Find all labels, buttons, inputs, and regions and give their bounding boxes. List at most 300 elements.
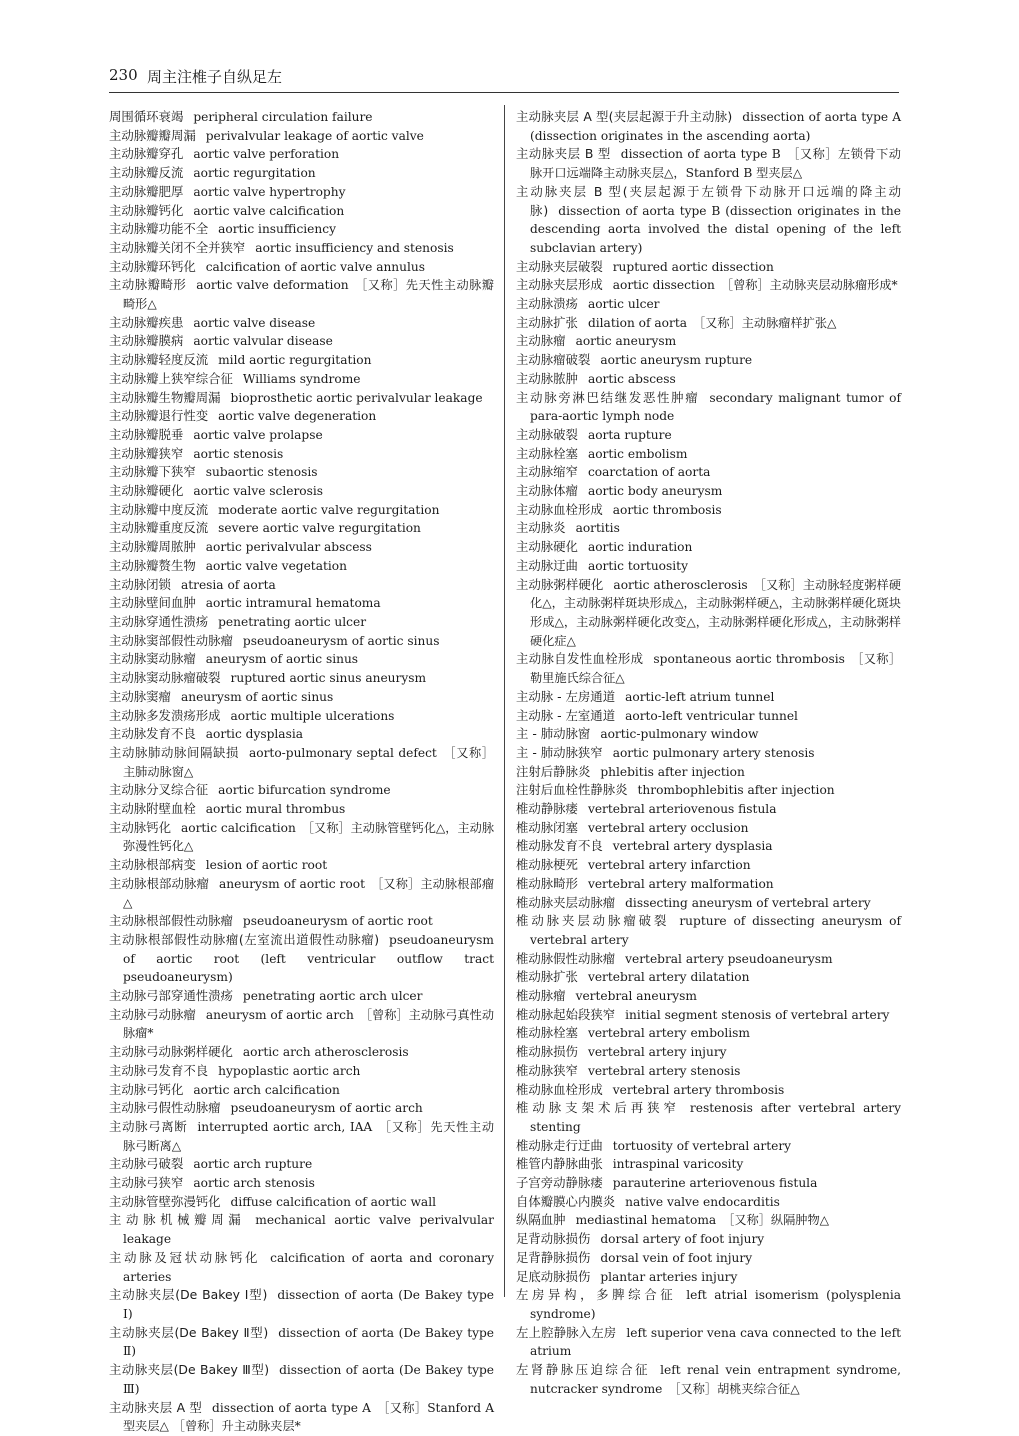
term-chinese: 椎管内静脉曲张 <box>516 1156 603 1172</box>
term-english: aortic valve disease <box>193 315 316 330</box>
term-chinese: 主动脉窦动脉瘤破裂 <box>109 670 221 686</box>
term-english: vertebral artery pseudoaneurysm <box>625 951 833 966</box>
term-english: aortic atherosclerosis <box>613 577 748 592</box>
term-chinese: 主动脉夹层(De Bakey Ⅰ型) <box>109 1287 268 1303</box>
term-chinese: 主动脉弓动脉瘤 <box>109 1006 196 1022</box>
term-english: aortic arch rupture <box>193 1157 313 1172</box>
term-chinese: 主动脉窦部假性动脉瘤 <box>109 632 233 648</box>
term-english: restenosis after vertebral artery stenting <box>530 1101 901 1134</box>
term-chinese: 主 - 肺动脉窗 <box>516 726 591 742</box>
glossary-entry <box>109 1286 494 1323</box>
term-english: severe aortic valve regurgitation <box>218 521 421 536</box>
term-chinese: 主动脉瓣疾患 <box>109 314 184 330</box>
glossary-entry <box>516 445 901 464</box>
glossary-entry <box>516 968 901 987</box>
glossary-entry <box>109 351 494 370</box>
term-note: ［又称］纵隔肿物△ <box>722 1213 830 1228</box>
term-chinese: 主动脉缩窄 <box>516 464 578 480</box>
term-chinese: 主动脉弓假性动脉瘤 <box>109 1100 221 1116</box>
term-chinese: 足背动脉损伤 <box>516 1231 591 1247</box>
term-english: vertebral artery infarction <box>587 858 751 873</box>
term-english: spontaneous aortic thrombosis <box>653 652 845 667</box>
term-english: vertebral artery occlusion <box>587 820 749 835</box>
term-english: calcification of aorta and coronary arteries <box>123 1250 494 1284</box>
term-english: aortic aneurysm <box>575 334 677 349</box>
glossary-entry <box>516 145 901 182</box>
term-english: plantar arteries injury <box>600 1269 738 1284</box>
glossary-entry <box>109 669 494 688</box>
term-english: aortic induration <box>587 540 693 555</box>
term-chinese: 主动脉夹层(De Bakey Ⅱ型) <box>109 1324 269 1340</box>
term-english: aortic valve calcification <box>193 203 345 218</box>
term-english: Williams syndrome <box>242 371 361 386</box>
glossary-entry <box>109 482 494 501</box>
glossary-entry <box>109 519 494 538</box>
term-chinese: 主动脉根部假性动脉瘤 <box>109 913 233 929</box>
term-chinese: 主动脉破裂 <box>516 426 578 442</box>
term-english: peripheral circulation failure <box>193 110 373 124</box>
glossary-entry <box>516 1024 901 1043</box>
term-english: ruptured aortic sinus aneurysm <box>230 671 427 686</box>
glossary-entry <box>516 389 901 426</box>
term-chinese: 主动脉弓钙化 <box>109 1081 184 1097</box>
glossary-entry <box>516 295 901 314</box>
term-note: ［又称］先天性主动脉弓断离△ <box>123 1119 495 1153</box>
term-english: vertebral artery malformation <box>587 876 774 891</box>
term-english: aortic thrombosis <box>612 502 722 517</box>
glossary-entry <box>516 576 901 651</box>
term-english: penetrating aortic ulcer <box>218 614 367 629</box>
glossary-entry <box>516 1268 901 1287</box>
glossary-entry <box>109 875 494 912</box>
glossary-entry <box>109 445 494 464</box>
term-note: ［又称］主肺动脉窗△ <box>123 745 494 779</box>
term-english: bioprosthetic aortic perivalvular leakage <box>230 390 483 405</box>
term-english: aortic valve perforation <box>193 147 340 162</box>
term-chinese: 主动脉瓣功能不全 <box>109 221 209 237</box>
glossary-entry <box>516 108 901 145</box>
term-english: ruptured aortic dissection <box>612 259 774 274</box>
term-english: aortic calcification <box>180 820 296 835</box>
glossary-entry <box>516 1230 901 1249</box>
term-chinese: 主动脉自发性血栓形成 <box>516 651 644 667</box>
term-english: interrupted aortic arch, IAA <box>197 1119 373 1134</box>
glossary-entry <box>109 613 494 632</box>
term-english: thrombophlebitis after injection <box>637 783 835 798</box>
term-english: pseudoaneurysm of aortic arch <box>230 1101 423 1116</box>
term-chinese: 椎动脉起始段狭窄 <box>516 1006 616 1022</box>
term-chinese: 主动脉瓣上狭窄综合征 <box>109 370 233 386</box>
term-chinese: 椎动脉损伤 <box>516 1044 578 1060</box>
glossary-entry <box>516 650 901 687</box>
glossary-entry <box>516 1137 901 1156</box>
glossary-entry <box>516 426 901 445</box>
term-english: moderate aortic valve regurgitation <box>218 502 440 517</box>
term-chinese: 主动脉瓣中度反流 <box>109 501 209 517</box>
glossary-entry <box>516 1211 901 1230</box>
term-chinese: 主动脉夹层 B 型(夹层起源于左锁骨下动脉开口远端的降主动脉) <box>516 183 901 218</box>
term-english: aortic dissection <box>612 278 715 293</box>
term-english: left renal vein entrapment syndrome, nutcracker syndrome <box>530 1363 902 1396</box>
term-english: dorsal vein of foot injury <box>600 1250 753 1265</box>
term-chinese: 椎动脉血栓形成 <box>516 1081 603 1097</box>
glossary-entry <box>516 875 901 894</box>
glossary-entry <box>109 127 494 146</box>
term-chinese: 主动脉弓破裂 <box>109 1156 184 1172</box>
glossary-entry <box>516 894 901 913</box>
term-chinese: 主动脉发育不良 <box>109 726 196 742</box>
glossary-entry <box>516 837 901 856</box>
term-chinese: 自体瓣膜心内膜炎 <box>516 1193 616 1209</box>
glossary-entry <box>109 725 494 744</box>
glossary-entry <box>109 463 494 482</box>
term-note: ［又称］主动脉轻度粥样硬化△，主动脉粥样斑块形成△，主动脉粥样硬△，主动脉粥样硬化斑块形成△，主动脉粥样硬化改变△，主动脉粥样硬化形成△，主动脉粥样硬化症△ <box>530 577 902 648</box>
glossary-entry <box>516 501 901 520</box>
term-english: mild aortic regurgitation <box>218 353 372 368</box>
term-english: rupture of dissecting aneurysm of vertebral artery <box>530 914 901 947</box>
term-english: aortic regurgitation <box>193 166 316 181</box>
term-chinese: 主动脉脓肿 <box>516 370 578 386</box>
term-chinese: 主动脉弓动脉粥样硬化 <box>109 1044 233 1060</box>
glossary-entry <box>516 332 901 351</box>
term-english: initial segment stenosis of vertebral artery <box>625 1007 890 1022</box>
term-chinese: 椎动脉夹层动脉瘤破裂 <box>516 913 670 929</box>
term-english: dissection of aorta type A <box>212 1400 371 1415</box>
term-english: aortic tortuosity <box>587 558 688 573</box>
term-chinese: 主动脉及冠状动脉钙化 <box>109 1249 261 1265</box>
term-chinese: 主动脉窦瘤 <box>109 688 171 704</box>
term-english: left superior vena cava connected to the left atrium <box>530 1325 902 1359</box>
glossary-entry <box>109 650 494 669</box>
term-english: dissection of aorta (De Bakey type Ⅱ) <box>123 1325 494 1359</box>
glossary-entry <box>109 856 494 875</box>
term-chinese: 子宫旁动静脉瘘 <box>516 1175 603 1191</box>
term-english: aortic arch calcification <box>193 1082 340 1097</box>
term-english: pseudoaneurysm of aortic root (left ventricular outflow tract pseudoaneurysm) <box>123 932 494 985</box>
term-chinese: 椎动脉闭塞 <box>516 819 578 835</box>
glossary-entry <box>109 819 494 856</box>
term-chinese: 椎动脉走行迂曲 <box>516 1137 603 1153</box>
term-chinese: 主动脉弓发育不良 <box>109 1062 209 1078</box>
term-chinese: 主动脉附壁血栓 <box>109 801 196 817</box>
term-chinese: 主动脉瓣穿孔 <box>109 146 184 162</box>
term-english: aortic aneurysm rupture <box>600 353 753 368</box>
term-chinese: 椎动脉发育不良 <box>516 838 603 854</box>
term-english: aortic bifurcation syndrome <box>218 783 391 798</box>
glossary-entry <box>109 688 494 707</box>
glossary-entry <box>109 239 494 258</box>
glossary-entry <box>516 688 901 707</box>
glossary-entry <box>109 426 494 445</box>
term-note: ［又称］先天性主动脉瓣畸形△ <box>123 278 494 312</box>
term-note: ［又称］主动脉瘤样扩张△ <box>693 315 837 330</box>
term-chinese: 左房异构，多脾综合征 <box>516 1287 677 1303</box>
glossary-entry <box>109 220 494 239</box>
term-english: vertebral artery injury <box>587 1045 727 1060</box>
term-english: aortic insufficiency <box>218 222 336 237</box>
term-english: perivalvular leakage of aortic valve <box>205 128 424 143</box>
term-note: ［曾称］主动脉夹层动脉瘤形成* <box>720 278 898 293</box>
term-chinese: 椎动脉狭窄 <box>516 1062 578 1078</box>
glossary-entry <box>109 332 494 351</box>
term-english: aortic intramural hematoma <box>205 596 381 611</box>
term-english: aorto-left ventricular tunnel <box>625 708 798 723</box>
term-english: aortic valve prolapse <box>193 427 323 442</box>
term-chinese: 主动脉钙化 <box>109 819 171 835</box>
term-english: aneurysm of aortic root <box>219 876 365 891</box>
glossary-entry <box>109 1099 494 1118</box>
term-english: vertebral artery stenosis <box>587 1063 741 1078</box>
glossary-entry <box>516 1043 901 1062</box>
term-chinese: 主动脉弓狭窄 <box>109 1175 184 1191</box>
term-chinese: 主动脉瓣硬化 <box>109 483 184 499</box>
term-chinese: 椎动脉瘤 <box>516 988 566 1004</box>
term-english: aortic stenosis <box>193 446 284 461</box>
glossary-entry <box>516 800 901 819</box>
glossary-entry <box>516 1155 901 1174</box>
glossary-entry <box>516 463 901 482</box>
term-note: ［又称］左锁骨下动脉开口远端降主动脉夹层△，Stanford B 型夹层△ <box>530 147 901 181</box>
glossary-entry <box>109 632 494 651</box>
term-chinese: 主动脉瓣膜病 <box>109 333 184 349</box>
glossary-entry <box>109 1361 494 1398</box>
glossary-entry <box>516 482 901 501</box>
glossary-entry <box>109 276 494 313</box>
column-divider <box>504 105 505 1297</box>
term-chinese: 主 - 肺动脉狭窄 <box>516 744 603 760</box>
glossary-entry <box>109 1399 494 1436</box>
term-english: aneurysm of aortic arch <box>205 1007 354 1022</box>
term-chinese: 椎动脉梗死 <box>516 857 578 873</box>
term-chinese: 主动脉溃疡 <box>516 296 578 312</box>
glossary-entry <box>516 1006 901 1025</box>
glossary-entry <box>516 950 901 969</box>
glossary-entry <box>516 1174 901 1193</box>
term-chinese: 主动脉夹层(De Bakey Ⅲ型) <box>109 1362 270 1378</box>
term-chinese: 椎动脉支架术后再狭窄 <box>516 1100 680 1116</box>
term-english: atresia of aorta <box>180 577 276 592</box>
term-english: aorto-pulmonary septal defect <box>249 745 437 760</box>
term-english: mediastinal hematoma <box>575 1213 717 1228</box>
term-chinese: 主动脉分叉综合征 <box>109 782 209 798</box>
term-english: aortic arch stenosis <box>193 1176 315 1191</box>
term-note: ［又称］主动脉管壁钙化△，主动脉弥漫性钙化△ <box>123 820 495 854</box>
term-chinese: 主动脉窦动脉瘤 <box>109 651 196 667</box>
term-note: ［曾称］主动脉弓真性动脉瘤* <box>123 1007 495 1041</box>
glossary-entry <box>109 576 494 595</box>
term-chinese: 主动脉瘤 <box>516 333 566 349</box>
term-chinese: 主动脉瓣周脓肿 <box>109 539 196 555</box>
term-chinese: 主动脉栓塞 <box>516 445 578 461</box>
glossary-entry <box>516 763 901 782</box>
term-english: penetrating aortic arch ulcer <box>242 989 423 1004</box>
term-chinese: 主动脉瘤破裂 <box>516 352 591 368</box>
term-english: dissection of aorta type A (dissection originates in the ascending aorta) <box>530 110 902 143</box>
glossary-entry <box>109 594 494 613</box>
term-english: aortic embolism <box>587 446 688 461</box>
glossary-entry <box>109 108 494 127</box>
term-chinese: 主动脉瓣脱垂 <box>109 426 184 442</box>
glossary-entry <box>516 1249 901 1268</box>
term-chinese: 主动脉瓣生物瓣周漏 <box>109 389 221 405</box>
term-chinese: 主动脉扩张 <box>516 314 578 330</box>
glossary-entry <box>516 725 901 744</box>
term-english: aortic dysplasia <box>205 727 303 742</box>
term-chinese: 左肾静脉压迫综合征 <box>516 1362 651 1378</box>
term-english: intraspinal varicosity <box>612 1157 744 1172</box>
glossary-entry <box>516 781 901 800</box>
term-chinese: 椎动脉畸形 <box>516 875 578 891</box>
running-header <box>109 66 899 93</box>
glossary-entry <box>109 389 494 408</box>
term-chinese: 椎动脉扩张 <box>516 969 578 985</box>
term-chinese: 主动脉闭锁 <box>109 576 171 592</box>
right-column <box>516 108 901 1399</box>
term-chinese: 主动脉弓离断 <box>109 1118 188 1134</box>
term-english: calcification of aortic valve annulus <box>205 259 426 274</box>
term-english: hypoplastic aortic arch <box>218 1063 361 1078</box>
term-english: aortic ulcer <box>587 297 660 312</box>
term-chinese: 椎动静脉瘘 <box>516 801 578 817</box>
glossary-entry <box>516 1361 901 1398</box>
term-chinese: 主动脉瓣环钙化 <box>109 258 196 274</box>
term-english: aortic insufficiency and stenosis <box>255 240 454 255</box>
term-chinese: 主动脉壁间血肿 <box>109 595 196 611</box>
glossary-entry <box>109 707 494 726</box>
glossary-entry <box>516 1062 901 1081</box>
term-chinese: 主动脉夹层 A 型 <box>109 1399 203 1415</box>
glossary-entry <box>109 538 494 557</box>
term-chinese: 主动脉 - 左房通道 <box>516 688 616 704</box>
term-english: aortic valve sclerosis <box>193 484 324 499</box>
glossary-entry <box>516 351 901 370</box>
glossary-entry <box>516 538 901 557</box>
glossary-entry <box>516 276 901 295</box>
glossary-entry <box>109 1081 494 1100</box>
glossary-entry <box>516 183 901 258</box>
glossary-entry <box>109 931 494 987</box>
glossary-entry <box>109 1249 494 1286</box>
term-chinese: 主动脉穿通性溃疡 <box>109 613 209 629</box>
term-chinese: 注射后血栓性静脉炎 <box>516 782 628 798</box>
glossary-entry <box>516 1324 901 1361</box>
term-chinese: 主动脉夹层形成 <box>516 277 603 293</box>
term-english: aortic valve degeneration <box>218 409 377 424</box>
page-number: 230 <box>109 66 138 84</box>
term-english: vertebral arteriovenous fistula <box>587 802 777 817</box>
term-english: aortic-pulmonary window <box>600 727 759 742</box>
term-chinese: 主动脉瓣关闭不全并狭窄 <box>109 239 246 255</box>
term-chinese: 主动脉瓣钙化 <box>109 202 184 218</box>
term-english: vertebral artery dilatation <box>587 970 750 985</box>
glossary-entry <box>109 557 494 576</box>
term-english: secondary malignant tumor of para-aortic lymph node <box>530 390 901 424</box>
glossary-entry <box>109 744 494 781</box>
glossary-entry <box>109 164 494 183</box>
term-chinese: 椎动脉栓塞 <box>516 1025 578 1041</box>
term-chinese: 主动脉瓣畸形 <box>109 277 187 293</box>
term-chinese: 主动脉旁淋巴结继发恶性肿瘤 <box>516 389 700 405</box>
term-english: aortic abscess <box>587 371 676 386</box>
term-english: aortic body aneurysm <box>587 484 723 499</box>
term-chinese: 主动脉弓部穿通性溃疡 <box>109 988 233 1004</box>
term-chinese: 主动脉瓣退行性变 <box>109 408 209 424</box>
glossary-entry <box>109 202 494 221</box>
glossary-entry <box>109 1324 494 1361</box>
glossary-entry <box>516 744 901 763</box>
term-chinese: 主动脉瓣赘生物 <box>109 557 196 573</box>
term-chinese: 主动脉 - 左室通道 <box>516 707 616 723</box>
term-english: aneurysm of aortic sinus <box>205 652 359 667</box>
term-chinese: 主动脉粥样硬化 <box>516 576 604 592</box>
term-english: aortic-left atrium tunnel <box>625 689 775 704</box>
glossary-entry <box>109 1118 494 1155</box>
term-english: vertebral artery embolism <box>587 1026 750 1041</box>
glossary-entry <box>516 912 901 949</box>
term-english: parauterine arteriovenous fistula <box>612 1176 818 1191</box>
term-english: dissection of aorta type B (dissection originates in the descending aorta involved the distal opening of the left subclavian artery) <box>530 203 901 255</box>
glossary-entry <box>516 557 901 576</box>
glossary-entry <box>109 1193 494 1212</box>
term-note: ［又称］胡桃夹综合征△ <box>668 1381 800 1396</box>
term-english: dilation of aorta <box>587 315 687 330</box>
glossary-entry <box>516 1099 901 1136</box>
term-english: aortic valve vegetation <box>205 558 347 573</box>
glossary-entry <box>109 1155 494 1174</box>
term-chinese: 主动脉硬化 <box>516 539 578 555</box>
term-chinese: 主动脉夹层 A 型(夹层起源于升主动脉) <box>516 109 733 124</box>
term-chinese: 主动脉多发溃疡形成 <box>109 707 221 723</box>
term-english: phlebitis after injection <box>600 764 745 779</box>
term-chinese: 足底动脉损伤 <box>516 1268 591 1284</box>
term-chinese: 主动脉根部动脉瘤 <box>109 875 210 891</box>
glossary-entry <box>516 1081 901 1100</box>
glossary-entry <box>109 145 494 164</box>
term-english: aortic valvular disease <box>193 334 333 349</box>
glossary-entry <box>516 258 901 277</box>
glossary-entry <box>109 501 494 520</box>
term-chinese: 主动脉夹层 B 型 <box>516 146 611 162</box>
term-english: tortuosity of vertebral artery <box>612 1138 792 1153</box>
term-chinese: 主动脉根部病变 <box>109 857 196 873</box>
term-chinese: 主动脉管壁弥漫钙化 <box>109 1193 221 1209</box>
term-english: aortic perivalvular abscess <box>205 540 372 555</box>
glossary-entry <box>516 1193 901 1212</box>
term-chinese: 主动脉瓣肥厚 <box>109 183 184 199</box>
term-english: aortitis <box>575 521 620 536</box>
running-title: 周主注椎子自纵足左 <box>147 68 283 86</box>
term-english: native valve endocarditis <box>625 1194 780 1209</box>
term-chinese: 主动脉瓣重度反流 <box>109 520 209 536</box>
term-english: aortic multiple ulcerations <box>230 708 395 723</box>
glossary-entry <box>109 912 494 931</box>
glossary-entry <box>109 781 494 800</box>
term-chinese: 主动脉瓣狭窄 <box>109 445 184 461</box>
term-chinese: 主动脉瓣轻度反流 <box>109 352 209 368</box>
term-english: pseudoaneurysm of aortic root <box>242 914 433 929</box>
term-chinese: 主动脉血栓形成 <box>516 501 603 517</box>
term-english: aortic mural thrombus <box>205 802 346 817</box>
term-note: ［又称］Stanford A 型夹层△ ［曾称］升主动脉夹层* <box>123 1400 495 1434</box>
term-note: ［又称］勒里施氏综合征△ <box>530 652 902 686</box>
glossary-entry <box>516 987 901 1006</box>
left-column <box>109 108 494 1436</box>
glossary-entry <box>516 1286 901 1323</box>
glossary-entry <box>516 707 901 726</box>
term-chinese: 主动脉炎 <box>516 520 566 536</box>
term-chinese: 主动脉根部假性动脉瘤(左室流出道假性动脉瘤) <box>109 931 380 947</box>
term-english: left atrial isomerism (polysplenia syndrome) <box>530 1288 902 1321</box>
